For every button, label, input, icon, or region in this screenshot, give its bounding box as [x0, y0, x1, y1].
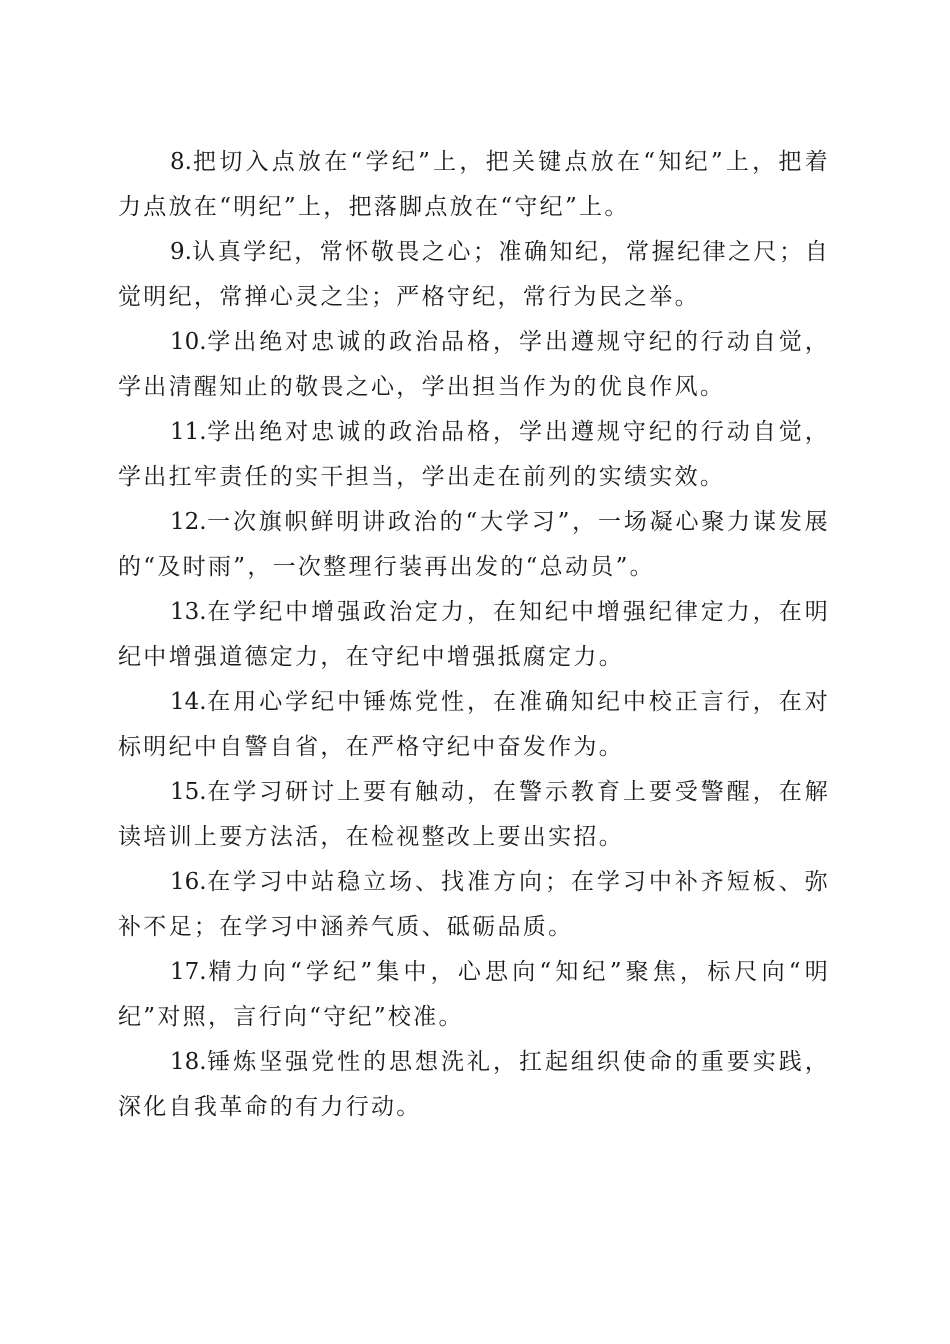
- paragraph-number: 8.: [170, 149, 192, 175]
- paragraph-text: 学出绝对忠诚的政治品格，学出遵规守纪的行动自觉，学出清醒知止的敬畏之心，学出担当作为的优良作风。: [118, 329, 830, 400]
- paragraph-17: [118, 950, 830, 1040]
- paragraph-text: 在学习中站稳立场、找准方向；在学习中补齐短板、弥补不足；在学习中涵养气质、砥砺品质。: [118, 869, 830, 940]
- paragraph-number: 17.: [170, 959, 207, 985]
- paragraph-15: [118, 770, 830, 860]
- paragraph-text: 在学习研讨上要有触动，在警示教育上要受警醒，在解读培训上要方法活，在检视整改上要出实招。: [118, 779, 830, 850]
- paragraph-number: 13.: [170, 599, 207, 625]
- paragraph-text: 锤炼坚强党性的思想洗礼，扛起组织使命的重要实践，深化自我革命的有力行动。: [118, 1049, 830, 1120]
- paragraph-12: [118, 500, 830, 590]
- paragraph-11: [118, 410, 830, 500]
- paragraph-9: [118, 230, 830, 320]
- paragraph-text: 认真学纪，常怀敬畏之心；准确知纪，常握纪律之尺；自觉明纪，常掸心灵之尘；严格守纪，常行为民之举。: [118, 239, 830, 310]
- paragraph-number: 10.: [170, 329, 207, 355]
- paragraph-text: 在学纪中增强政治定力，在知纪中增强纪律定力，在明纪中增强道德定力，在守纪中增强抵腐定力。: [118, 599, 830, 670]
- paragraph-13: [118, 590, 830, 680]
- paragraph-number: 16.: [170, 869, 207, 895]
- paragraph-text: 在用心学纪中锤炼党性，在准确知纪中校正言行，在对标明纪中自警自省，在严格守纪中奋发作为。: [118, 689, 830, 760]
- paragraph-8: [118, 140, 830, 230]
- paragraph-10: [118, 320, 830, 410]
- paragraph-18: [118, 1040, 830, 1130]
- document-body: [118, 140, 830, 1130]
- paragraph-text: 一次旗帜鲜明讲政治的“大学习”，一场凝心聚力谋发展的“及时雨”，一次整理行装再出发的“总动员”。: [118, 509, 830, 580]
- paragraph-number: 18.: [170, 1049, 207, 1075]
- paragraph-number: 15.: [170, 779, 207, 805]
- paragraph-number: 12.: [170, 509, 207, 535]
- paragraph-number: 14.: [170, 689, 207, 715]
- paragraph-text: 精力向“学纪”集中，心思向“知纪”聚焦，标尺向“明纪”对照，言行向“守纪”校准。: [118, 959, 830, 1030]
- paragraph-text: 把切入点放在“学纪”上，把关键点放在“知纪”上，把着力点放在“明纪”上，把落脚点放在“守纪”上。: [118, 149, 830, 220]
- paragraph-number: 9.: [170, 239, 192, 265]
- paragraph-number: 11.: [170, 419, 207, 445]
- paragraph-text: 学出绝对忠诚的政治品格，学出遵规守纪的行动自觉，学出扛牢责任的实干担当，学出走在前列的实绩实效。: [118, 419, 830, 490]
- paragraph-14: [118, 680, 830, 770]
- paragraph-16: [118, 860, 830, 950]
